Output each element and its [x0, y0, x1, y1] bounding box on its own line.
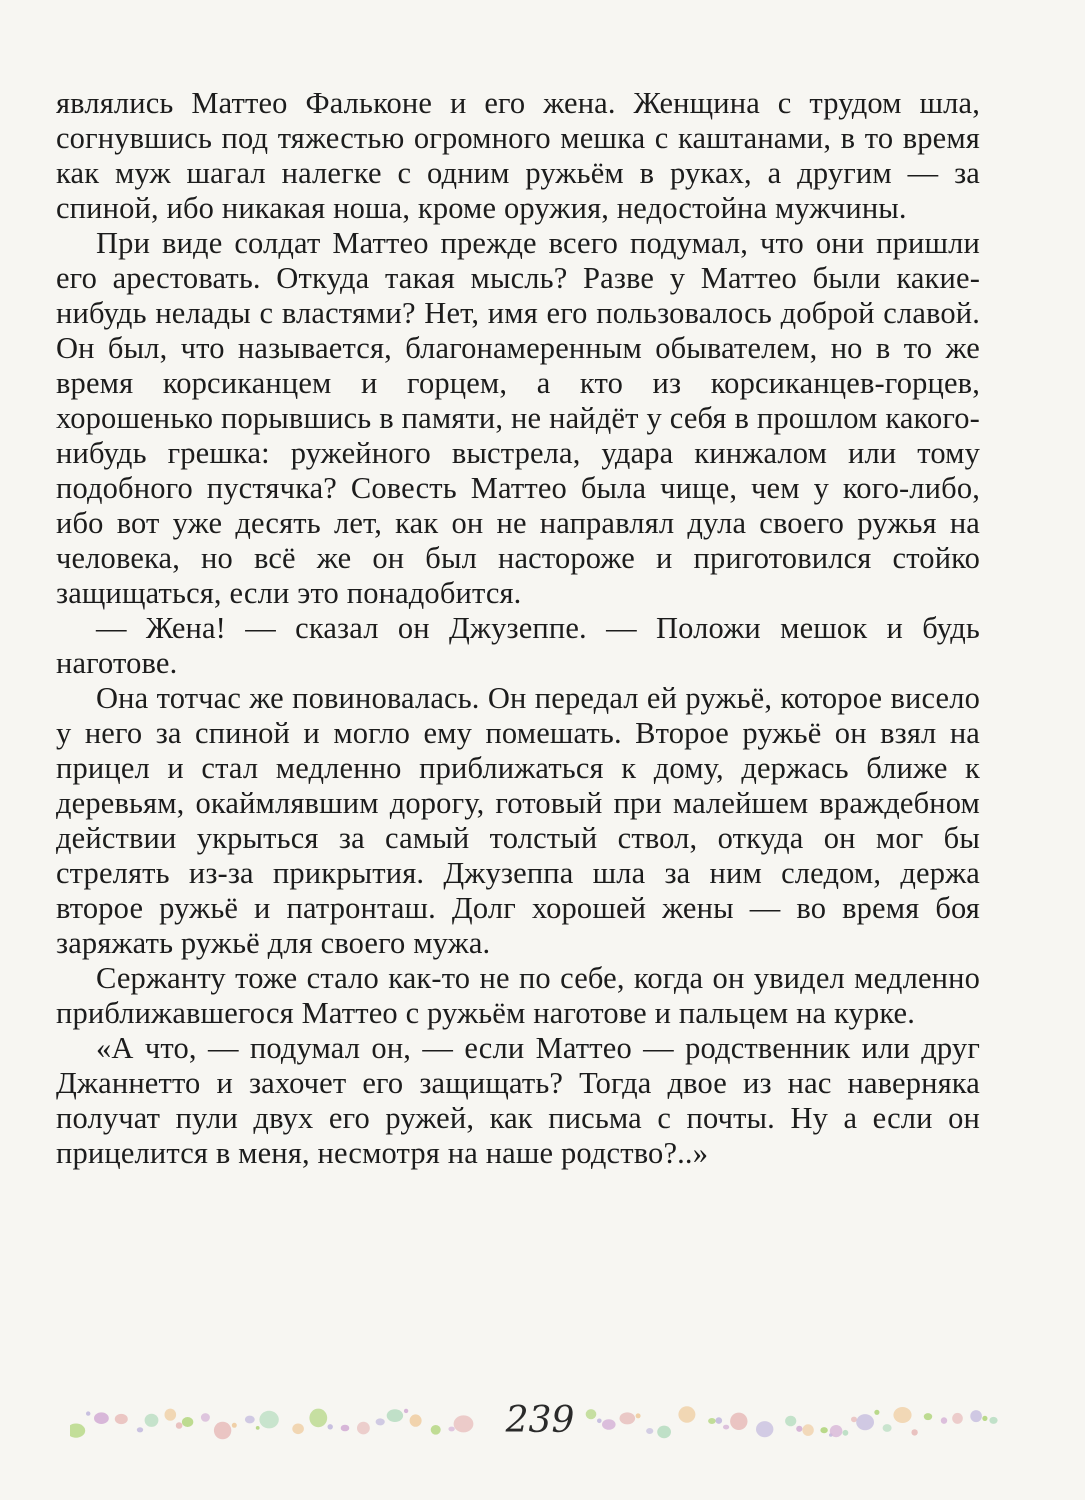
decorative-dot	[454, 1415, 474, 1432]
decorative-dot	[448, 1427, 454, 1432]
decorative-dot	[586, 1409, 597, 1419]
decorative-dot	[730, 1413, 747, 1430]
decorative-dot	[182, 1417, 193, 1427]
decorative-dot	[830, 1425, 843, 1437]
paragraph-4: Она тотчас же повиновалась. Он передал ей ружьё, которое висело у него за спиной и могло ему помешать. Второе ружьё он взял на прицел и стал медленно приближаться к дому, держась ближе к деревьям, окаймлявшим дорогу, готовый при малейшем враждебном действии укрыться за самый толстый ствол, откуда он мог бы стрелять из-за прикрытия. Джузеппа шла за ним следом, держа второе ружьё и патронташ. Долг хорошей жены — во время боя заряжать ружьё для своего мужа.	[56, 681, 980, 960]
decorative-dot	[137, 1427, 143, 1432]
decorative-dot	[232, 1423, 237, 1428]
paragraph-5: Сержанту тоже стало как-то не по себе, когда он увидел медленно приближавшегося Маттео с ружьём наготове и пальцем на курке.	[56, 961, 980, 1030]
decorative-dot	[214, 1422, 231, 1440]
decorative-dot	[646, 1428, 653, 1434]
decorative-dot	[874, 1410, 879, 1415]
decorative-dot	[657, 1426, 671, 1439]
decorative-dot	[245, 1416, 255, 1424]
decorative-dot	[115, 1414, 128, 1424]
decorative-dot	[431, 1425, 441, 1435]
decorative-dot	[723, 1425, 729, 1430]
decorative-dot	[989, 1417, 997, 1424]
decorative-dot	[924, 1413, 932, 1420]
decorative-dot	[597, 1419, 602, 1424]
decorative-dot	[259, 1411, 278, 1429]
paragraph-1: являлись Маттео Фальконе и его жена. Женщина с трудом шла, согнувшись под тяжестью огромного мешка с каштанами, в то время как муж шагал налегке с одним ружьём в руках, а другим — за спиной, ибо никакая ноша, кроме оружия, недостойна мужчины.	[56, 86, 980, 225]
decorative-dot	[883, 1424, 892, 1432]
decorative-dot	[851, 1417, 857, 1423]
decorative-dot	[796, 1426, 802, 1432]
decorative-dot	[952, 1413, 963, 1424]
decorative-dot	[404, 1409, 408, 1413]
decorative-dot	[756, 1421, 773, 1437]
decorative-dot	[292, 1424, 304, 1435]
decorative-dot	[970, 1410, 982, 1422]
decorative-dot	[145, 1414, 159, 1427]
decorative-dot	[636, 1413, 641, 1418]
decorative-dot	[716, 1417, 723, 1424]
decorative-dot	[911, 1429, 917, 1435]
decorative-dot	[678, 1406, 695, 1422]
decorative-dot	[982, 1416, 987, 1421]
decorative-dot	[708, 1418, 716, 1424]
decorative-dot	[410, 1414, 422, 1426]
decorative-dot	[620, 1412, 636, 1424]
page-body	[56, 86, 980, 1171]
decorative-dot	[941, 1417, 947, 1424]
decorative-dot	[802, 1424, 813, 1436]
decorative-dot	[94, 1412, 109, 1424]
text-block	[56, 86, 980, 1171]
decorative-dot	[70, 1424, 85, 1438]
decorative-dots-left	[70, 1398, 490, 1448]
decorative-dot	[387, 1409, 403, 1422]
decorative-dot	[256, 1426, 260, 1430]
decorative-dot	[785, 1416, 796, 1427]
decorative-dot	[602, 1419, 616, 1430]
decorative-dot	[893, 1407, 911, 1423]
decorative-dot	[843, 1430, 849, 1436]
decorative-dot	[201, 1413, 210, 1422]
decorative-dot	[341, 1425, 350, 1432]
decorative-dot	[328, 1424, 333, 1429]
decorative-dot	[86, 1411, 90, 1415]
paragraph-6: «А что, — подумал он, — если Маттео — родственник или друг Джаннетто и захочет его защищать? Тогда двое из нас наверняка получат пули двух его ружей, как письма с почты. Ну а если он прицелится в меня, несмотря на наше родство?..»	[56, 1031, 980, 1170]
paragraph-3: — Жена! — сказал он Джузеппе. — Положи мешок и будь наготове.	[56, 611, 980, 680]
decorative-dot	[309, 1409, 327, 1428]
page-number: 239	[505, 1400, 575, 1441]
decorative-dot	[856, 1414, 874, 1430]
paragraph-2: При виде солдат Маттео прежде всего подумал, что они пришли его арестовать. Откуда такая мысль? Разве у Маттео были какие-нибудь нелады с властями? Нет, имя его пользовалось доброй славой. Он был, что называется, благонамеренным обывателем, но в то же время корсиканцем и горцем, а кто из корсиканцев-горцев, хорошенько порывшись в памяти, не найдёт у себя в прошлом какого-нибудь грешка: ружейного выстрела, удара кинжалом или тому подобного пустячка? Совесть Маттео была чище, чем у кого-либо, ибо вот уже десять лет, как он не направлял дула своего ружья на человека, но всё же он был настороже и приготовился стойко защищаться, если это понадобится.	[56, 226, 980, 610]
decorative-dot	[165, 1409, 177, 1421]
decorative-dots-right	[585, 1398, 1005, 1448]
decorative-dot	[357, 1422, 370, 1435]
decorative-dot	[176, 1422, 183, 1429]
decorative-dot	[376, 1418, 385, 1425]
decorative-dot	[820, 1427, 827, 1433]
page-footer	[70, 1398, 1005, 1448]
